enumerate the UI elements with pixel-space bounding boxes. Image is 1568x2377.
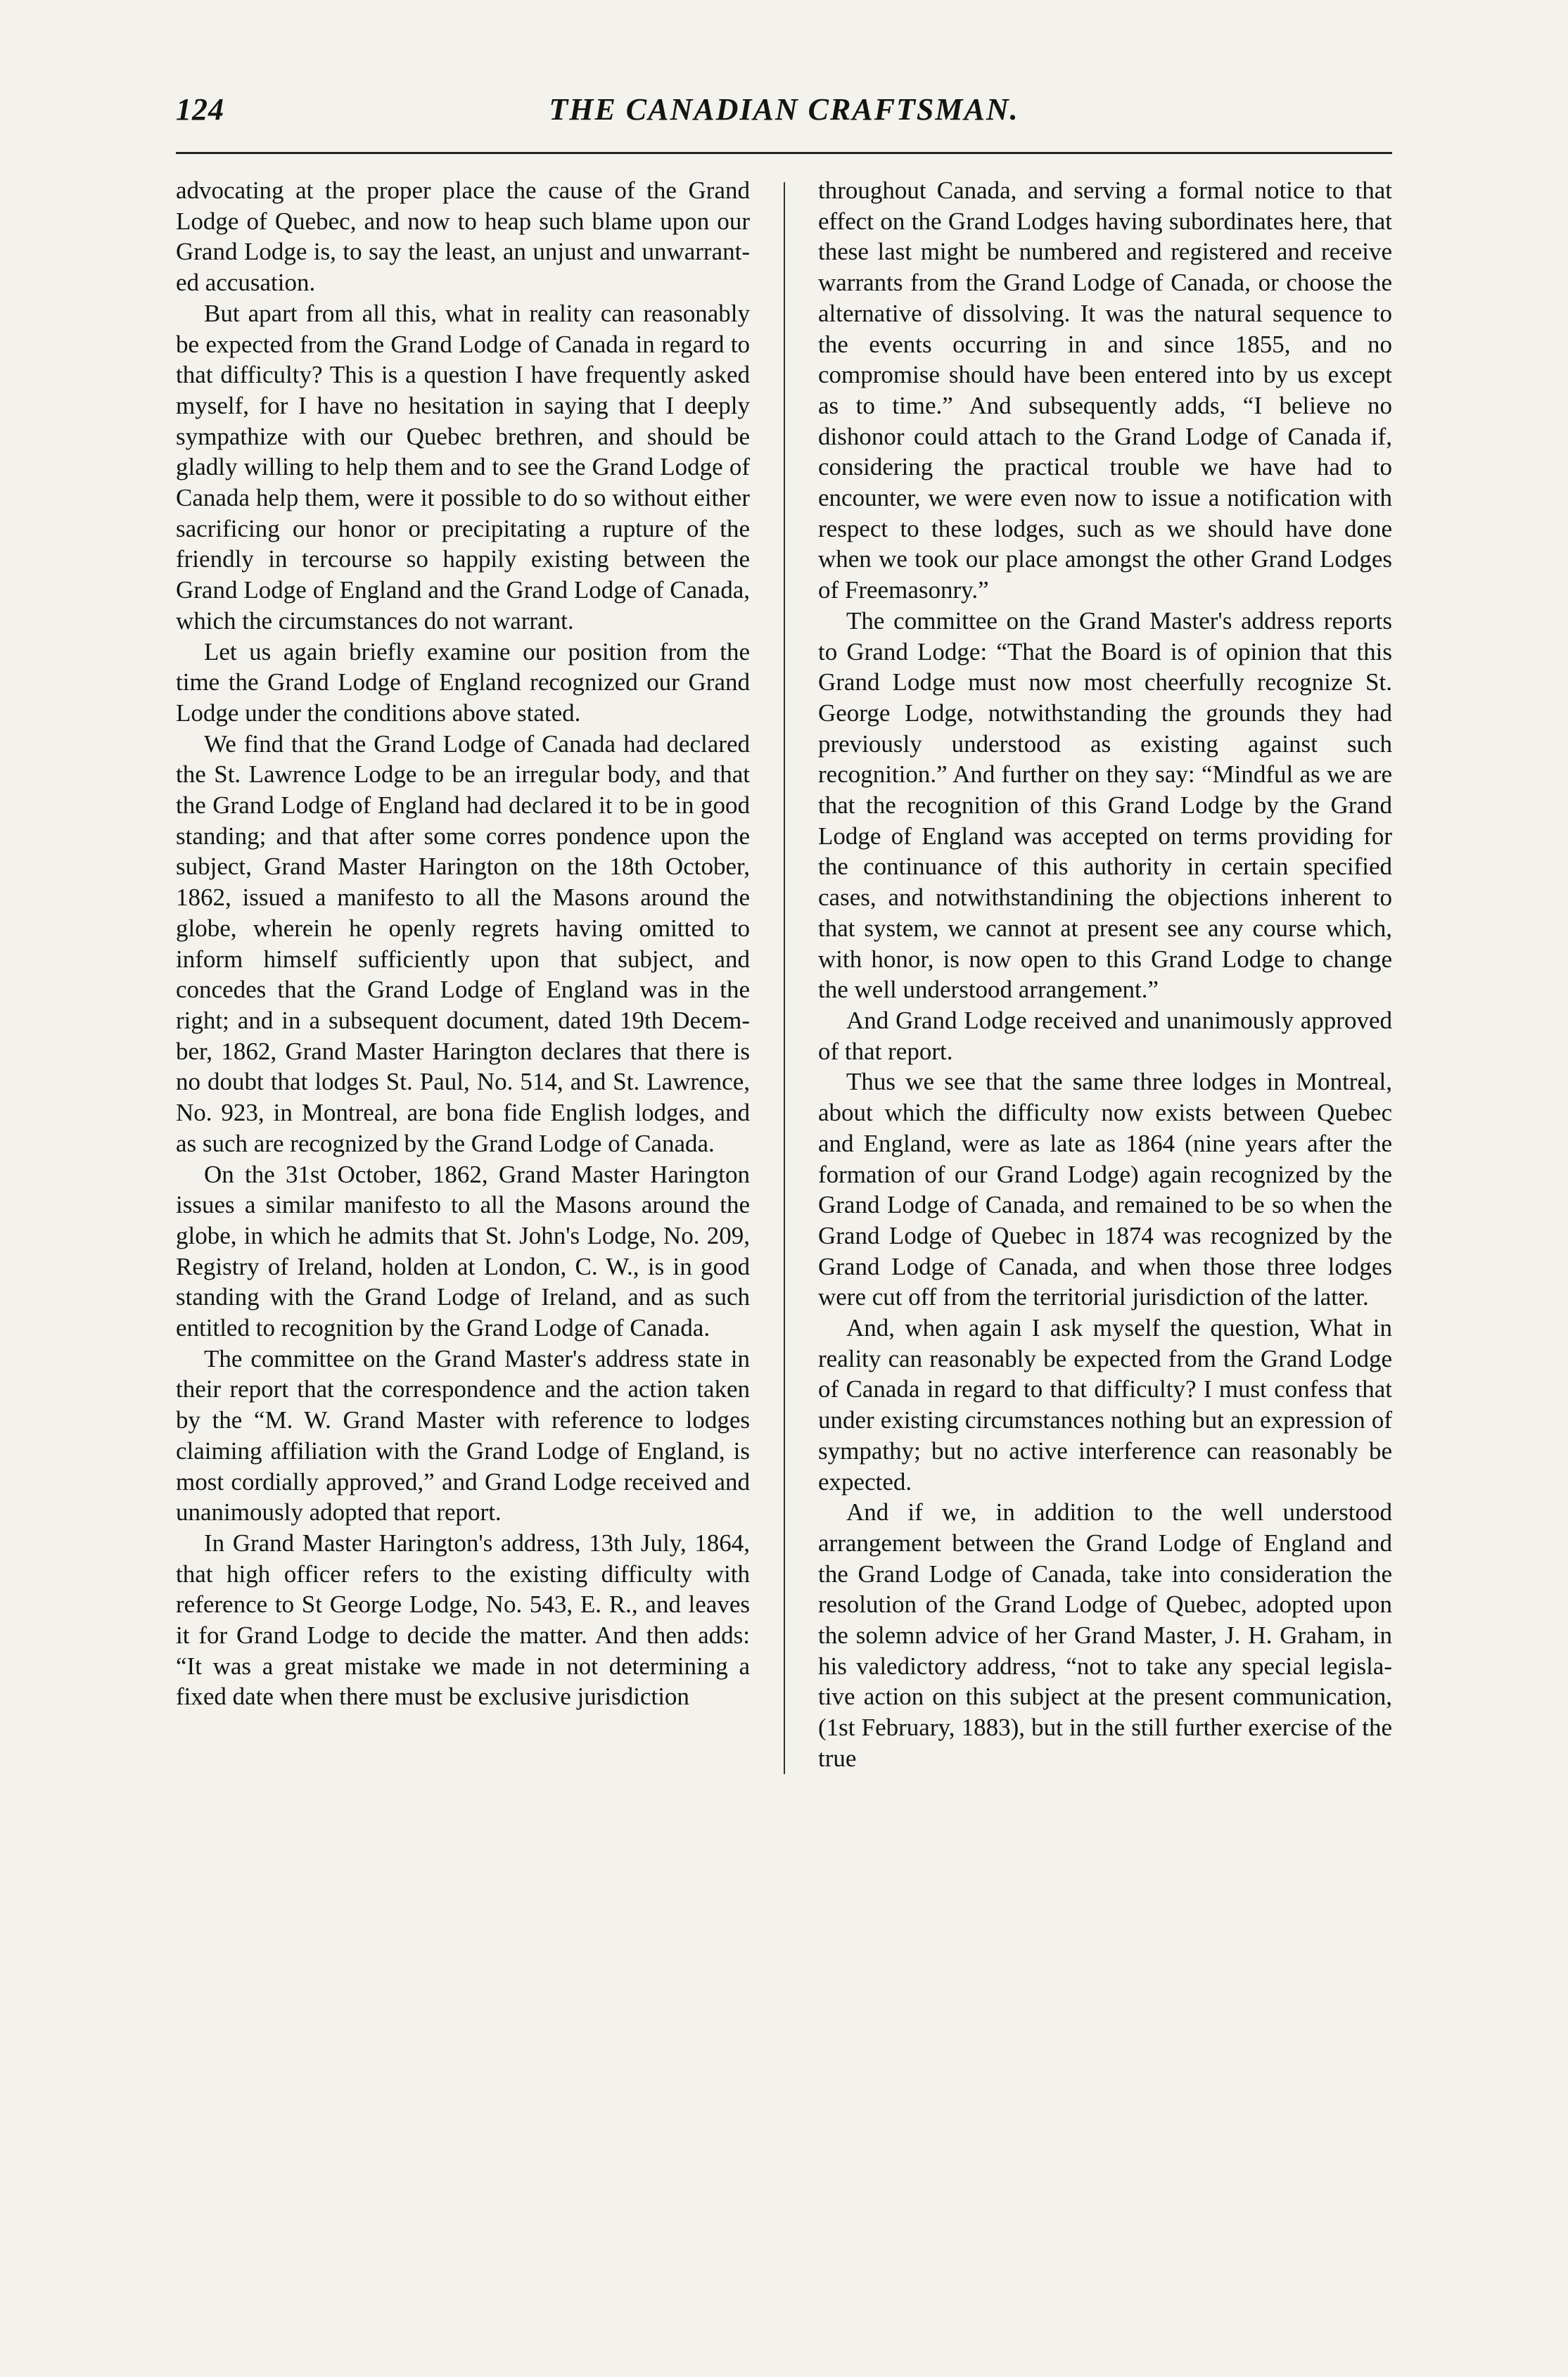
right-column [818, 175, 1392, 1774]
paragraph: And Grand Lodge received and unanimously approved of that report. [818, 1006, 1392, 1065]
paragraph: And if we, in addition to the well understood arrangement between the Grand Lodge of England and the Grand Lodge of Canada, take into consideration the resolution of the Grand Lodge of Quebec, adopted upon the solemn advice of her Grand Master, J. H. Graham, in his valedictory address, “not to take any special legislative action on this subject at the present communication, (1st February, 1883), but in the still further exercise of the true [818, 1498, 1392, 1772]
paragraph: The committee on the Grand Master's address reports to Grand Lodge: “That the Board is of opinion that this Grand Lodge must now most cheerfully recognize St. George Lodge, notwithstanding the grounds they had previously understood as existing against such recognition.” And further on they say: “Mindful as we are that the recognition of this Grand Lodge by the Grand Lodge of England was accepted on terms providing for the continuance of this authority in certain specified cases, and notwithstandining the objections inherent to that system, we cannot at present see any course which, with honor, is now open to this Grand Lodge to change the well understood arrangement.” [818, 606, 1392, 1004]
running-title: THE CANADIAN CRAFTSMAN. [549, 92, 1019, 127]
paragraph: On the 31st October, 1862, Grand Master Harington issues a similar manifesto to all the Masons around the globe, in which he admits that St. John's Lodge, No. 209, Registry of Ireland, holden at London, C. W., is in good standing with the Grand Lodge of Ireland, and as such entitled to recognition by the Grand Lodge of Canada. [176, 1160, 750, 1342]
paragraph: The committee on the Grand Master's address state in their report that the correspondence and the action taken by the “M. W. Grand Master with reference to lodges claiming affiliation with the Grand Lodge of England, is most cordially approved,” and Grand Lodge received and unanimously adopted that report. [176, 1344, 750, 1527]
column-divider [784, 182, 785, 1774]
left-column [176, 175, 750, 1774]
paragraph: Thus we see that the same three lodges in Montreal, about which the difficulty now exists between Quebec and England, were as late as 1864 (nine years after the formation of our Grand Lodge) again recognized by the Grand Lodge of Canada, and remained to be so when the Grand Lodge of Quebec in 1874 was recognized by the Grand Lodge of Canada, and when those three lodges were cut off from the territorial jurisdiction of the latter. [818, 1068, 1392, 1311]
article-body [176, 175, 1392, 1774]
paragraph: Let us again briefly examine our position from the time the Grand Lodge of England recognized our Grand Lodge under the conditions above stated. [176, 637, 750, 727]
header-rule [176, 152, 1392, 154]
page-header [176, 91, 1392, 136]
paragraph: In Grand Master Harington's address, 13th July, 1864, that high officer refers to the existing difficulty with reference to St George Lodge, No. 543, E. R., and leaves it for Grand Lodge to decide the matter. And then adds: “It was a great mistake we made in not determining a fixed date when there must be exclusive jurisdiction [176, 1529, 750, 1711]
paragraph: But apart from all this, what in reality can reasonably be expected from the Grand Lodge of Canada in regard to that difficulty? This is a question I have frequently asked myself, for I have no hesitation in saying that I deeply sympathize with our Quebec brethren, and should be gladly willing to help them and to see the Grand Lodge of Canada help them, were it possible to do so without either sacrificing our honor or precipitating a rupture of the friendly in tercourse so happily existing between the Grand Lodge of England and the Grand Lodge of Canada, which the circumstances do not warrant. [176, 299, 750, 635]
paragraph: throughout Canada, and serving a formal notice to that effect on the Grand Lodges having subordinates here, that these last might be numbered and registered and receive warrants from the Grand Lodge of Canada, or choose the alternative of dissolving. It was the natural sequence to the events occurring in and since 1855, and no compromise should have been entered into by us except as to time.” And subsequently adds, “I believe no dishonor could attach to the Grand Lodge of Canada if, considering the practical trouble we have had to encounter, we were even now to issue a notification with respect to these lodges, such as we should have done when we took our place amongst the other Grand Lodges of Freemasonry.” [818, 177, 1392, 604]
paragraph: And, when again I ask myself the question, What in reality can reasonably be expected from the Grand Lodge of Canada in regard to that difficulty? I must confess that under existing circumstances nothing but an expression of sympathy; but no active interference can reasonably be expected. [818, 1314, 1392, 1496]
page-number: 124 [176, 92, 224, 127]
paragraph: We find that the Grand Lodge of Canada had declared the St. Lawrence Lodge to be an irregular body, and that the Grand Lodge of England had declared it to be in good standing; and that after some corres pondence upon the subject, Grand Master Harington on the 18th October, 1862, issued a manifesto to all the Masons around the globe, wherein he openly regrets having omitted to inform himself sufficiently upon that subject, and concedes that the Grand Lodge of England was in the right; and in a subsequent document, dated 19th December, 1862, Grand Master Harington declares that there is no doubt that lodges St. Paul, No. 514, and St. Lawrence, No. 923, in Montreal, are bona fide English lodges, and as such are recognized by the Grand Lodge of Canada. [176, 729, 750, 1157]
paragraph: advocating at the proper place the cause of the Grand Lodge of Quebec, and now to heap such blame upon our Grand Lodge is, to say the least, an unjust and unwarranted accusation. [176, 177, 750, 297]
